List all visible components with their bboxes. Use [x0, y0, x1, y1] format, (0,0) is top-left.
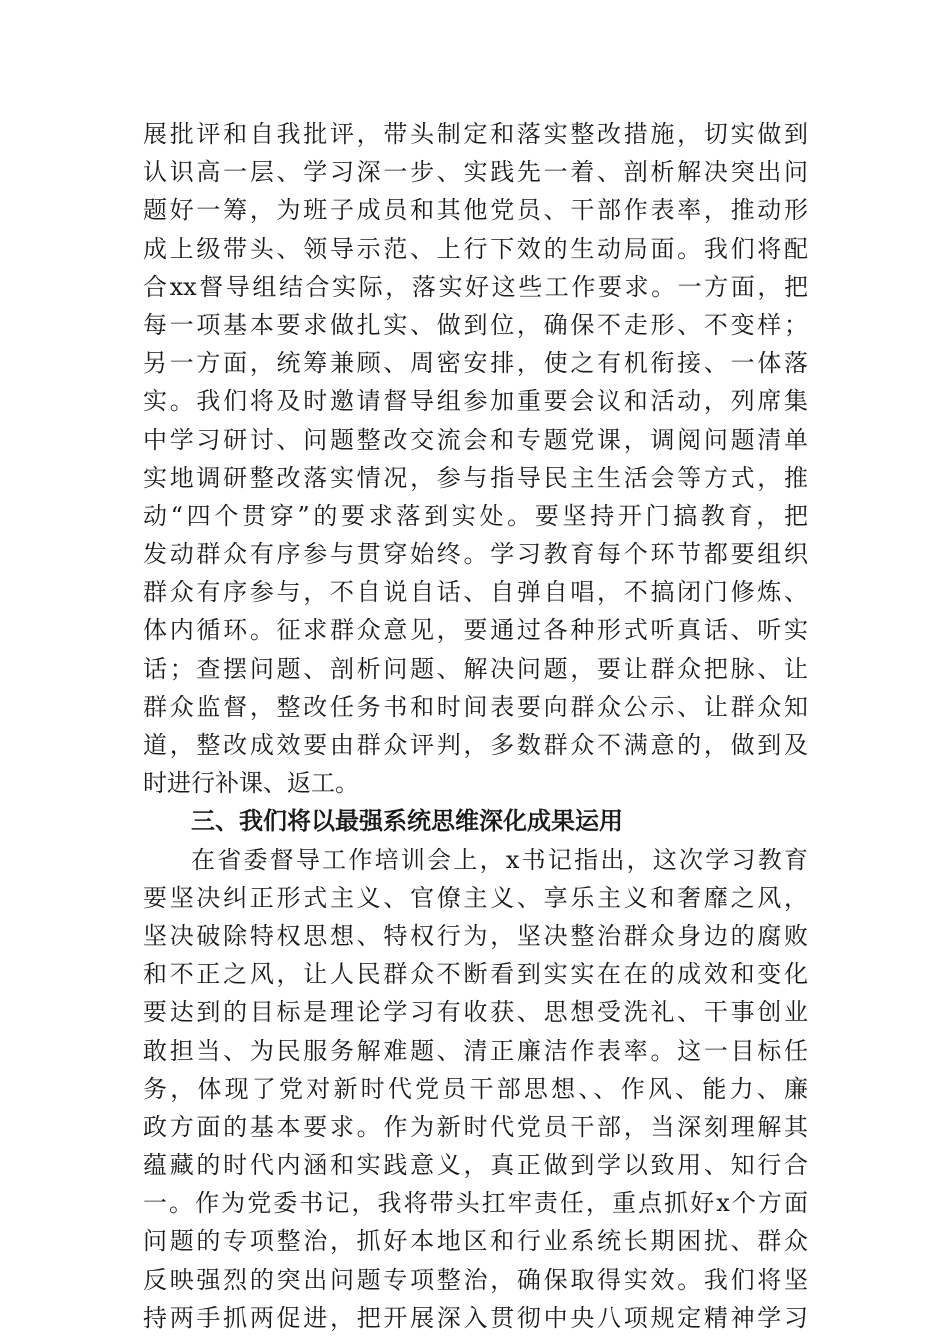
text-line: 在省委督导工作培训会上，x书记指出，这次学习教育 [191, 845, 808, 874]
text-line: 问题的专项整治，抓好本地区和行业系统长期困扰、群众 [143, 1227, 808, 1256]
text-line: 要达到的目标是理论学习有收获、思想受洗礼、干事创业 [143, 998, 808, 1027]
document-body [143, 115, 808, 1337]
text-line: 另一方面，统筹兼顾、周密安排，使之有机衔接、一体落 [143, 349, 808, 378]
text-line: 每一项基本要求做扎实、做到位，确保不走形、不变样； [143, 310, 808, 339]
text-line: 一。作为党委书记，我将带头扛牢责任，重点抓好x个方面 [143, 1189, 808, 1218]
text-line: 群众监督，整改任务书和时间表要向群众公示、让群众知 [143, 692, 808, 721]
section-heading: 三、我们将以最强系统思维深化成果运用 [191, 806, 623, 836]
text-line: 道，整改成效要由群众评判，多数群众不满意的，做到及 [143, 731, 808, 759]
text-line: 和不正之风，让人民群众不断看到实实在在的成效和变化 [143, 960, 808, 989]
text-line: 发动群众有序参与贯穿始终。学习教育每个环节都要组织 [143, 540, 808, 569]
text-line: 实地调研整改落实情况，参与指导民主生活会等方式，推 [143, 463, 808, 492]
text-line: 要坚决纠正形式主义、官僚主义、享乐主义和奢靡之风， [143, 883, 808, 912]
text-line: 实。我们将及时邀请督导组参加重要会议和活动，列席集 [143, 387, 808, 416]
paragraph-1 [143, 115, 808, 802]
text-line: 成上级带头、领导示范、上行下效的生动局面。我们将配 [143, 234, 808, 263]
text-line: 题好一筹，为班子成员和其他党员、干部作表率，推动形 [143, 196, 808, 225]
text-line: 政方面的基本要求。作为新时代党员干部，当深刻理解其 [143, 1112, 808, 1141]
text-line: 敢担当、为民服务解难题、清正廉洁作表率。这一目标任 [143, 1036, 808, 1065]
text-line: 认识高一层、学习深一步、实践先一着、剖析解决突出问 [143, 158, 808, 187]
text-line: 动“四个贯穿”的要求落到实处。要坚持开门搞教育，把 [143, 501, 808, 530]
paragraph-2 [143, 841, 808, 1337]
text-line: 坚决破除特权思想、特权行为，坚决整治群众身边的腐败 [143, 921, 808, 950]
text-line: 展批评和自我批评，带头制定和落实整改措施，切实做到 [143, 120, 808, 148]
text-line: 反映强烈的突出问题专项整治，确保取得实效。我们将坚 [143, 1265, 808, 1294]
text-line: 时进行补课、返工。 [143, 769, 359, 798]
text-line: 合xx督导组结合实际，落实好这些工作要求。一方面，把 [143, 272, 808, 301]
text-line: 体内循环。征求群众意见，要通过各种形式听真话、听实 [143, 616, 808, 645]
text-line: 持两手抓两促进，把开展深入贯彻中央八项规定精神学习 [143, 1303, 808, 1332]
text-line: 群众有序参与，不自说自话、自弹自唱，不搞闭门修炼、 [143, 578, 808, 607]
text-line: 中学习研讨、问题整改交流会和专题党课，调阅问题清单 [143, 425, 808, 454]
text-line: 话；查摆问题、剖析问题、解决问题，要让群众把脉、让 [143, 654, 808, 683]
text-line: 务，体现了党对新时代党员干部思想、、作风、能力、廉 [143, 1074, 808, 1103]
text-line: 蕴藏的时代内涵和实践意义，真正做到学以致用、知行合 [143, 1151, 808, 1180]
